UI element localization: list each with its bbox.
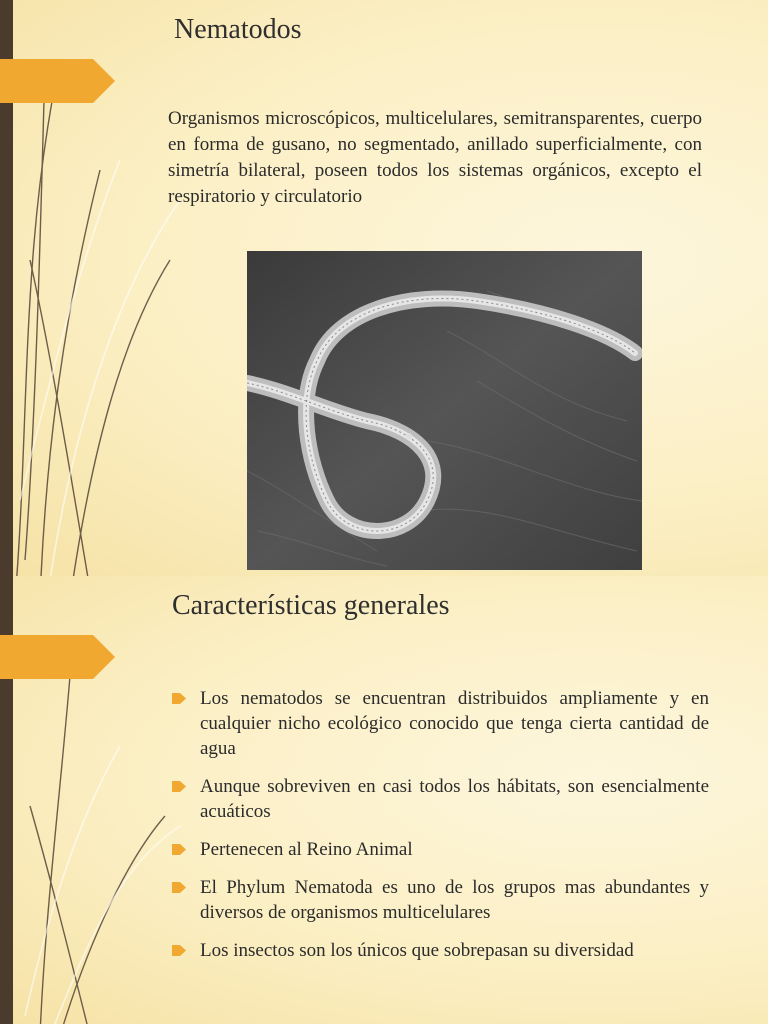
bullet-item (172, 875, 709, 925)
bullet-text: Los nematodos se encuentran distribuidos ampliamente y en cualquier nicho ecológico conocido que tenga cierta cantidad de agua (200, 688, 709, 759)
bullet-arrow-icon (172, 781, 186, 792)
bullet-item (172, 774, 709, 824)
bullet-arrow-icon (172, 844, 186, 855)
bullet-text: Pertenecen al Reino Animal (200, 839, 413, 860)
orange-tab-marker (0, 59, 115, 103)
bullet-arrow-icon (172, 945, 186, 956)
bullet-text: Aunque sobreviven en casi todos los hábitats, son esencialmente acuáticos (200, 776, 709, 822)
bullet-item (172, 837, 709, 862)
slide-caracteristicas (0, 576, 768, 1024)
description-paragraph: Organismos microscópicos, multicelulares, semitransparentes, cuerpo en forma de gusano, no segmentado, anillado superficialmente, con simetría bilateral, poseen todos los sistemas orgánicos, excepto el respiratorio y circulatorio (168, 108, 702, 207)
slide-title: Nematodos (174, 14, 302, 45)
nematode-micrograph-icon (247, 251, 642, 570)
nematode-micrograph-image (247, 251, 642, 570)
bullet-arrow-icon (172, 693, 186, 704)
bullet-arrow-icon (172, 882, 186, 893)
bullet-item (172, 938, 709, 963)
bullet-list (172, 686, 709, 976)
orange-tab-marker (0, 635, 115, 679)
bullet-item (172, 686, 709, 761)
bullet-text: Los insectos son los únicos que sobrepasan su diversidad (200, 940, 634, 961)
bullet-text: El Phylum Nematoda es uno de los grupos mas abundantes y diversos de organismos multicelulares (200, 877, 709, 923)
slide-title: Características generales (172, 590, 450, 621)
